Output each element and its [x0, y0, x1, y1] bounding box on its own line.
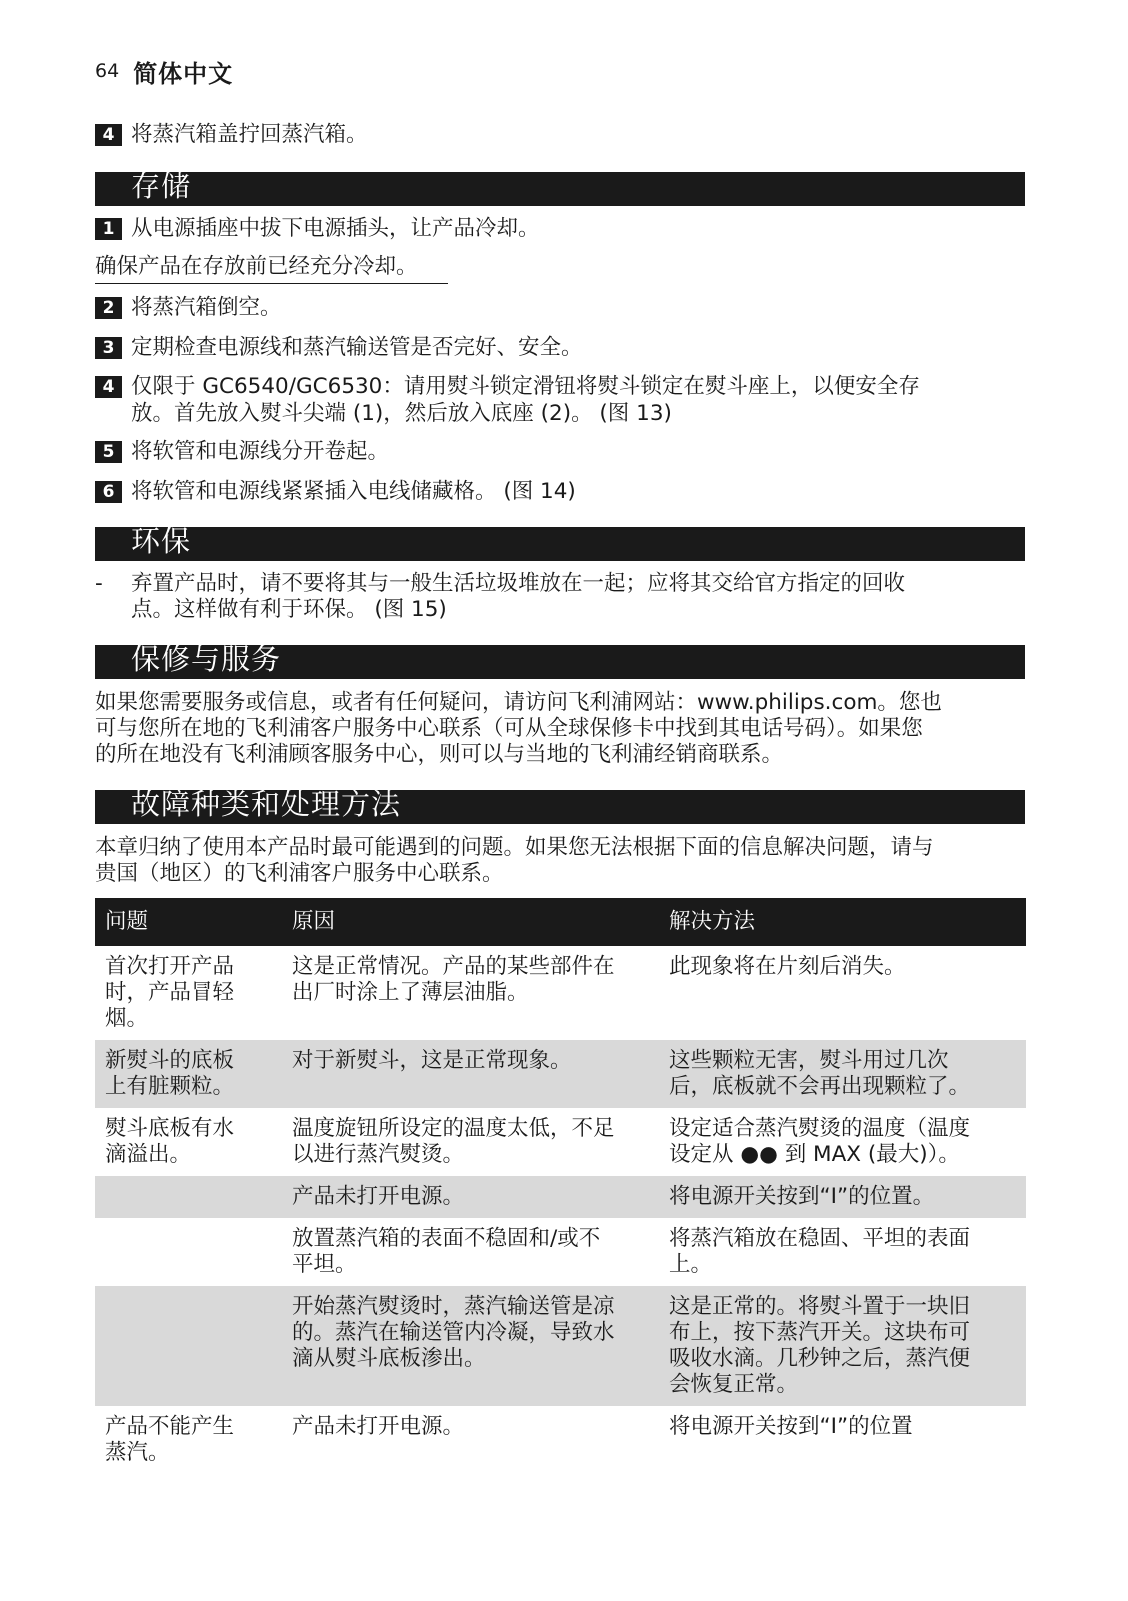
cell-problem — [95, 1176, 282, 1218]
cell-line: 将电源开关按到“I”的位置 — [669, 1414, 913, 1439]
cell-problem — [95, 946, 282, 1040]
storage-step-1 — [95, 215, 1025, 242]
cell-problem — [95, 1406, 282, 1474]
cell-line: 开始蒸汽熨烫时，蒸汽输送管是凉 — [292, 1294, 615, 1319]
cell-line: 这是正常情况。产品的某些部件在 — [292, 954, 615, 979]
section-title: 故障种类和处理方法 — [131, 787, 402, 821]
page-number: 64 — [95, 60, 120, 82]
cell-line: 上。 — [669, 1252, 713, 1277]
cell-cause — [282, 1040, 659, 1108]
storage-step-5 — [95, 438, 1025, 465]
table-row — [95, 1406, 1026, 1474]
cell-line: 吸收水滴。几秒钟之后，蒸汽便 — [669, 1346, 971, 1371]
step-text: 定期检查电源线和蒸汽输送管是否完好、安全。 — [131, 335, 583, 360]
cell-solution — [659, 1040, 1026, 1108]
cell-line: 烟。 — [105, 1006, 149, 1031]
cell-solution — [659, 946, 1026, 1040]
table-row — [95, 946, 1026, 1040]
table-row — [95, 1286, 1026, 1406]
paragraph-line: 可与您所在地的飞利浦客户服务中心联系（可从全球保修卡中找到其电话号码）。如果您 — [95, 716, 923, 741]
cell-line: 设定适合蒸汽熨烫的温度（温度 — [669, 1116, 971, 1141]
cell-line: 的。蒸汽在输送管内冷凝，导致水 — [292, 1320, 615, 1345]
paragraph-line: 本章归纳了使用本产品时最可能遇到的问题。如果您无法根据下面的信息解决问题，请与 — [95, 835, 934, 860]
cell-line: 产品未打开电源。 — [292, 1414, 465, 1439]
cell-line: 新熨斗的底板 — [105, 1048, 235, 1073]
cell-line: 产品不能产生 — [105, 1414, 235, 1439]
column-header-cause: 原因 — [282, 898, 659, 946]
cell-solution — [659, 1406, 1026, 1474]
paragraph-line: 的所在地没有飞利浦顾客服务中心，则可以与当地的飞利浦经销商联系。 — [95, 742, 784, 767]
cell-line: 滴从熨斗底板渗出。 — [292, 1346, 486, 1371]
step-text-line-2: 放。首先放入熨斗尖端 (1)，然后放入底座 (2)。 (图 13) — [131, 401, 672, 426]
cell-cause — [282, 946, 659, 1040]
cell-line: 这些颗粒无害，熨斗用过几次 — [669, 1048, 949, 1073]
step-text: 将蒸汽箱盖拧回蒸汽箱。 — [131, 122, 368, 147]
cell-line: 对于新熨斗，这是正常现象。 — [292, 1048, 572, 1073]
cell-cause — [282, 1176, 659, 1218]
section-heading-storage — [95, 169, 1025, 206]
cell-line: 时，产品冒轻 — [105, 980, 235, 1005]
step-text: 将软管和电源线紧紧插入电线储藏格。 (图 14) — [131, 479, 576, 504]
cell-line: 这是正常的。将熨斗置于一块旧 — [669, 1294, 971, 1319]
bullet-text-line-2: 点。这样做有利于环保。 (图 15) — [131, 597, 447, 622]
cell-cause — [282, 1286, 659, 1406]
cell-line: 布上，按下蒸汽开关。这块布可 — [669, 1320, 971, 1345]
cell-line: 平坦。 — [292, 1252, 357, 1277]
section-heading-troubleshooting — [95, 787, 1025, 824]
cell-line: 以进行蒸汽熨烫。 — [292, 1142, 465, 1167]
step-number-badge: 3 — [95, 337, 122, 359]
step-text: 将软管和电源线分开卷起。 — [131, 439, 390, 464]
cell-line: 温度旋钮所设定的温度太低，不足 — [292, 1116, 615, 1141]
language-title: 简体中文 — [133, 59, 234, 88]
section-heading-environment — [95, 524, 1025, 561]
cell-line: 上有脏颗粒。 — [105, 1074, 235, 1099]
storage-step-2 — [95, 294, 1025, 321]
step-number-badge: 4 — [95, 376, 122, 398]
bullet-dash: - — [95, 571, 103, 596]
cell-line: 出厂时涂上了薄层油脂。 — [292, 980, 529, 1005]
cell-line: 蒸汽。 — [105, 1440, 170, 1465]
cell-problem — [95, 1218, 282, 1286]
cell-line: 首次打开产品 — [105, 954, 235, 979]
cell-cause — [282, 1108, 659, 1176]
troubleshooting-intro — [95, 835, 1025, 887]
storage-step-4 — [95, 373, 1025, 427]
table-header-row — [95, 898, 1026, 946]
paragraph-line: 如果您需要服务或信息，或者有任何疑问，请访问飞利浦网站：www.philips.com。您也 — [95, 690, 942, 715]
storage-note: 确保产品在存放前已经充分冷却。 — [95, 253, 448, 284]
step-number-badge: 2 — [95, 297, 122, 319]
cell-line: 将蒸汽箱放在稳固、平坦的表面 — [669, 1226, 971, 1251]
page-header — [95, 55, 233, 87]
paragraph-line: 贵国（地区）的飞利浦客户服务中心联系。 — [95, 861, 504, 886]
step-text: 从电源插座中拔下电源插头，让产品冷却。 — [131, 216, 540, 241]
cell-line: 此现象将在片刻后消失。 — [669, 954, 906, 979]
cell-line: 将电源开关按到“I”的位置。 — [669, 1184, 935, 1209]
bullet-text-line-1: 弃置产品时，请不要将其与一般生活垃圾堆放在一起；应将其交给官方指定的回收 — [131, 571, 906, 596]
cell-solution — [659, 1218, 1026, 1286]
environment-bullet-item — [95, 571, 1025, 623]
cell-line: 会恢复正常。 — [669, 1372, 799, 1397]
service-paragraph — [95, 690, 1025, 768]
step-text-line-1: 仅限于 GC6540/GC6530：请用熨斗锁定滑钮将熨斗锁定在熨斗座上，以便安全存 — [131, 374, 920, 399]
cell-solution — [659, 1108, 1026, 1176]
cell-line: 设定从 ●● 到 MAX (最大)）。 — [669, 1142, 960, 1167]
cell-line: 后，底板就不会再出现颗粒了。 — [669, 1074, 971, 1099]
table-row — [95, 1040, 1026, 1108]
section-title: 环保 — [131, 524, 192, 558]
cell-line: 熨斗底板有水 — [105, 1116, 235, 1141]
section-heading-service — [95, 642, 1025, 679]
section-title: 保修与服务 — [131, 642, 282, 676]
section-title: 存储 — [131, 169, 192, 203]
troubleshooting-table — [95, 898, 1026, 1474]
step-number-badge: 4 — [95, 124, 122, 146]
table-row — [95, 1108, 1026, 1176]
cell-solution — [659, 1286, 1026, 1406]
step-number-badge: 1 — [95, 218, 122, 240]
storage-step-3 — [95, 334, 1025, 361]
cell-line: 放置蒸汽箱的表面不稳固和/或不 — [292, 1226, 601, 1251]
table-row — [95, 1218, 1026, 1286]
cell-cause — [282, 1218, 659, 1286]
column-header-solution: 解决方法 — [659, 898, 1026, 946]
table-row — [95, 1176, 1026, 1218]
intro-step — [95, 121, 1025, 148]
storage-step-6 — [95, 478, 1025, 505]
cell-solution — [659, 1176, 1026, 1218]
cell-cause — [282, 1406, 659, 1474]
cell-problem — [95, 1040, 282, 1108]
cell-problem — [95, 1108, 282, 1176]
cell-problem — [95, 1286, 282, 1406]
cell-line: 滴溢出。 — [105, 1142, 192, 1167]
step-number-badge: 6 — [95, 481, 122, 503]
step-text: 将蒸汽箱倒空。 — [131, 295, 282, 320]
cell-line: 产品未打开电源。 — [292, 1184, 465, 1209]
column-header-problem: 问题 — [95, 898, 282, 946]
step-number-badge: 5 — [95, 441, 122, 463]
